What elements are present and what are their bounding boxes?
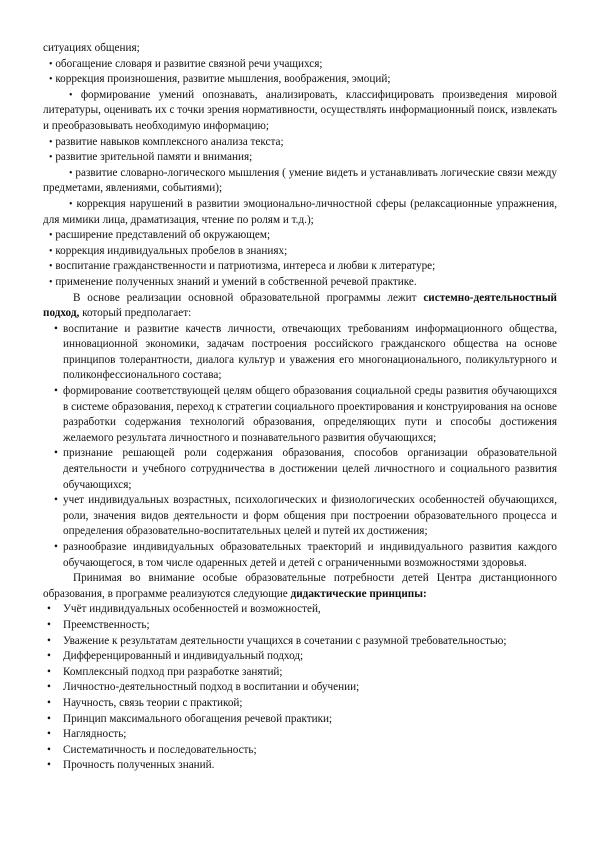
paragraph-approach: В основе реализации основной образовательной программы лежит системно-деятельностный подход, который предполагает: <box>43 291 557 320</box>
bullet-icon: • <box>49 230 53 242</box>
list-item: • Личностно-деятельностный подход в воспитании и обучении; <box>43 680 557 696</box>
list-item: • разнообразие индивидуальных образовательных траекторий и индивидуального развития каждого обучающегося, в том числе одаренных детей и детей с ограниченными возможностями здоровья. <box>54 541 557 569</box>
list-item: • Уважение к результатам деятельности учащихся в сочетании с разумной требовательностью; <box>43 634 557 650</box>
bullet-icon: • <box>47 665 51 678</box>
bullet-icon: • <box>69 198 73 210</box>
bullet-icon: • <box>47 603 51 616</box>
list1-item: • коррекция произношения, развитие мышления, воображения, эмоций; <box>49 73 391 86</box>
approach-list <box>43 322 557 572</box>
bullet-icon: • <box>49 136 53 148</box>
bullet-icon: • <box>47 759 51 772</box>
bullet-icon: • <box>47 634 51 647</box>
list1-item: • развитие навыков комплексного анализа текста; <box>49 135 284 148</box>
bullet-icon: • <box>47 650 51 663</box>
bullet-icon: • <box>47 681 51 694</box>
list-item: • Научность, связь теории с практикой; <box>43 696 557 712</box>
bullet-icon: • <box>69 167 73 179</box>
bullet-icon: • <box>47 618 51 631</box>
list1-item: • развитие зрительной памяти и внимания; <box>49 151 253 164</box>
list-item: • Дифференцированный и индивидуальный подход; <box>43 649 557 665</box>
list-item: • Учёт индивидуальных особенностей и возможностей, <box>43 602 557 618</box>
bullet-icon: • <box>47 743 51 756</box>
principles-term: дидактические принципы: <box>290 587 427 600</box>
document-page <box>43 41 557 774</box>
bullet-icon: • <box>47 712 51 725</box>
bullet-icon: • <box>49 276 53 288</box>
list1-item: • обогащение словаря и развитие связной речи учащихся; <box>49 57 323 70</box>
bullet-icon: • <box>47 696 51 709</box>
bullet-icon: • <box>54 322 58 335</box>
bullet-icon: • <box>49 245 53 257</box>
list-item: • Наглядность; <box>43 727 557 743</box>
list-item: • Систематичность и последовательность; <box>43 743 557 759</box>
bullet-icon: • <box>54 447 58 460</box>
bullet-icon: • <box>54 494 58 507</box>
list-item: • учет индивидуальных возрастных, психологических и физиологических особенностей обучающихся, роли, значения видов деятельности и форм общения при построении образовательного процесса и определения образовательно-воспитательных целей и путей их достижения; <box>54 494 557 538</box>
list1-item: • коррекция нарушений в развитии эмоционально-личностной сферы (релаксационные упражнения, для мимики лица, драматизация, чтение по ролям и т.д.); <box>43 197 558 226</box>
list1-item: • коррекция индивидуальных пробелов в знаниях; <box>49 244 288 257</box>
list1-continuation: ситуациях общения; <box>43 42 140 54</box>
list-item: • Преемственность; <box>43 618 557 634</box>
bullet-icon: • <box>54 385 58 398</box>
bullet-icon: • <box>69 89 73 101</box>
list1-item: • воспитание гражданственности и патриотизма, интереса и любви к литературе; <box>49 260 436 273</box>
approach-term: системно-деятельностный подход, <box>43 291 557 320</box>
list1-item: • применение полученных знаний и умений в собственной речевой практике. <box>49 275 417 288</box>
bullet-icon: • <box>54 541 58 553</box>
paragraph-principles: Принимая во внимание особые образовательные потребности детей Центра дистанционного образования, в программе реализуются следующие дидактические принципы: <box>43 572 557 600</box>
list-item: • Прочность полученных знаний. <box>43 758 557 774</box>
list1-item: • развитие словарно-логического мышления ( умение видеть и устанавливать логические связи между предметами, явлениями, событиями); <box>43 166 558 195</box>
principles-list <box>43 602 557 774</box>
list-item: • Принцип максимального обогащения речевой практики; <box>43 712 557 728</box>
list-item: • признание решающей роли содержания образования, способов организации образовательной деятельности и учебного сотрудничества в достижении целей личностного и социального развития обучающихся; <box>54 447 557 491</box>
bullet-icon: • <box>49 261 53 273</box>
list1-item: • формирование умений опознавать, анализировать, классифицировать произведения мировой литературы, оценивать их с точки зрения нормативности, осуществлять информационный поиск, извлекать и преобразовывать необходимую информацию; <box>43 88 557 132</box>
list-item: • формирование соответствующей целям общего образования социальной среды развития обучающихся в системе образования, переход к стратегии социального проектирования и конструирования на основе разработки содержания технологий образования, определяющих пути и способы достижения желаемого результата личностного и познавательного развития обучающихся; <box>54 385 557 444</box>
bullet-icon: • <box>49 74 53 86</box>
list-item: • Комплексный подход при разработке занятий; <box>43 665 557 681</box>
bullet-icon: • <box>49 58 53 70</box>
bullet-icon: • <box>49 152 53 164</box>
list1-item: • расширение представлений об окружающем; <box>49 229 271 242</box>
bullet-icon: • <box>47 728 51 741</box>
list-item: • воспитание и развитие качеств личности, отвечающих требованиям информационного общества, инновационной экономики, задачам построения российского гражданского общества на основе принципов толерантности, диалога культур и уважения его многонационального, поликультурного и поликонфессионального состава; <box>54 322 557 382</box>
